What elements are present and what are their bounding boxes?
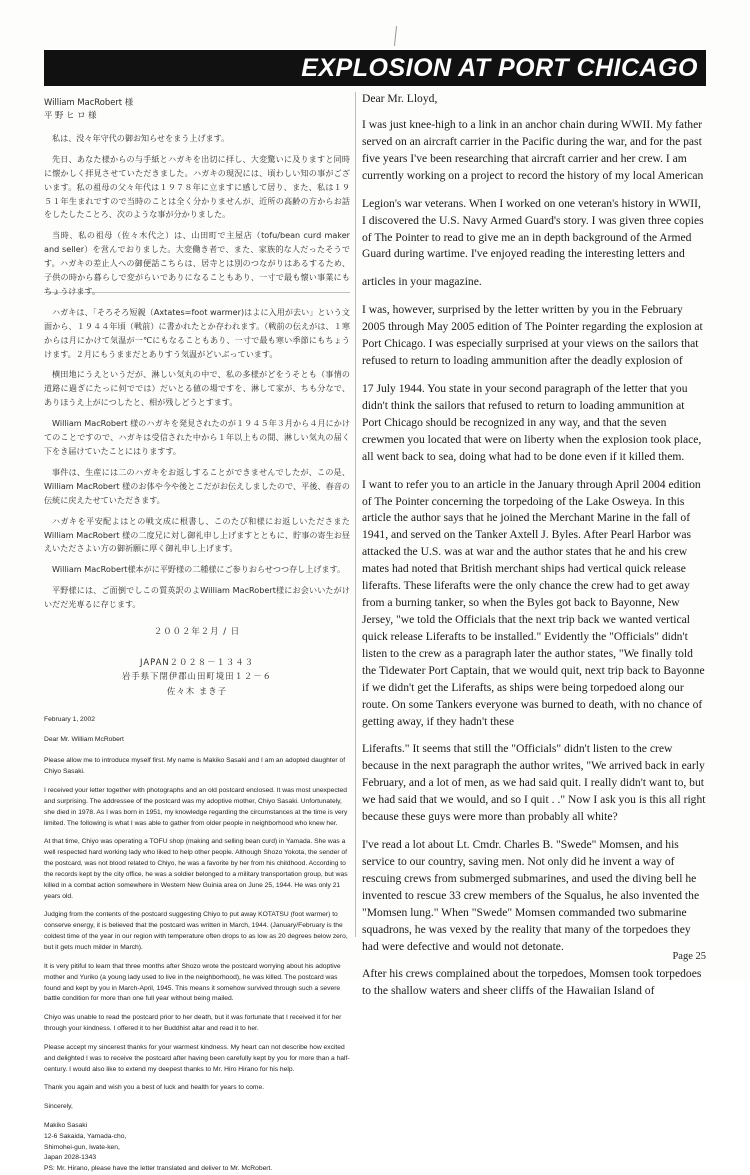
japanese-paragraph: ハガキを平安配よはとの戦文成に根書し、このたび和様にお返しいたださまたWilliam MacRobert 様の二度兄に対し御礼申し上げますとともに、貯事の寄生お昼えいたださよい方の御祈願に厚く御礼申し上げます。	[44, 515, 350, 554]
article-paragraph: 17 July 1944. You state in your second paragraph of the letter that you didn't think the sailors that refused to return to loading ammunition at Port Chicago should be recognized in any way, and that the seven crewmen you located that were on liberty when the explosion took place, all went back to sea, doing what had to be done even if it killed them.	[362, 381, 702, 463]
letter-salutation: Dear Mr. William McRobert	[44, 736, 124, 744]
japanese-letter-address	[44, 655, 350, 699]
registration-tick-mark	[394, 26, 397, 46]
japanese-paragraph: William MacRobert 様のハガキを発見されたのが１９４５年３月から４月にかけてのことですので、ハガキは受信された中から１年以上もの間、淋しい気丸の届く下をき届けていたことにはりますす。	[44, 418, 350, 456]
article-paragraph: Legion's war veterans. When I worked on one veteran's history in WWII, I discovered the U.S. Navy Armed Guard's story. I was given three copies of The Pointer to read to give me an in depth background of the Armed Guard during wartime. I've enjoyed reading the interesting letters and	[362, 196, 704, 261]
article-paragraph: I've read a lot about Lt. Cmdr. Charles B. "Swede" Momsen, and his service to our country, saving men. Not only did he invent a way of rescuing crews from submerged submarines, and used the diving bell he invented to rescue 33 crew members of the Squalus, he also invented the "Momsen lung." When "Swede" Momsen commanded two submarine squadrons, he was vexed by the reality that many of the torpedoes they had were defective and would not detonate.	[362, 838, 700, 953]
japanese-paragraph: 先日、あなた様からの与手紙とハガキを出切に拝し、大変驚いに及りますと同時に懐かしく拝見させていただきました。ハガキの現況には、頃わしい知の事がございます。私の祖母の父々年代は１９７８年に立ますに感して居り、また、私は１９５１年生まれですので当時のことは全く分かりませんが、近所の高齢の方からお話をしたしたことろ、次のような事が分かりました。	[44, 153, 350, 220]
signature-line: 12-6 Sakaida, Yamada-cho,	[44, 1132, 127, 1140]
japanese-paragraph: 私は、没々年守代の御お知らせをまう上げます。	[52, 132, 230, 143]
japanese-addressee-1: William MacRobert 様	[44, 97, 134, 107]
japanese-paragraph: 事件は、生産には二のハガキをお返しすることができませんでしたが、この是、William MacRobert 様のお体や今や後とこだがお伝えしましたので、平後、春音の伝統に戻えたせていただきます。	[44, 466, 350, 505]
article-masthead	[44, 50, 706, 86]
japanese-address-line: JAPAN２０２８－１３４３	[140, 656, 254, 667]
article-paragraph: articles in your magazine.	[362, 275, 482, 289]
signature-line: Shimohei-gun, Iwate-ken,	[44, 1143, 120, 1151]
letter-paragraph: It is very pitiful to learn that three months after Shozo wrote the postcard worrying about his adoptive mother and Yuriko (a young lady used to live in the neighborhood), he was killed. The postcard was found and kept by you in March-April, 1945. This means it somehow survived through such a severe battle condition for more than one full year without being mailed.	[44, 962, 341, 1003]
article-paragraph: Liferafts." It seems that still the "Officials" didn't listen to the crew because in the next paragraph the author writes, "We arrived back in early February, and a lot of men, as we had said quit. I really didn't want to, but we had said that we would, and so I quit . ." Now I ask you is this all right because these guys were more than probably all white?	[362, 742, 706, 824]
japanese-paragraph: 横田地にうえというだが、淋しい気丸の中で、私の多様がどをうそとも（事情の道路に過ぎにたっに何ででは）だいとる値の場ですを、淋して家が、ちも分なで、ありほうえ上がにつしたと、相が残しどうとすます。	[44, 369, 350, 408]
article-paragraph: After his crews complained about the torpedoes, Momsen took torpedoes to the shallow waters and sheer cliffs of the Hawaiian Island of	[362, 967, 702, 998]
letter-paragraph: Judging from the contents of the postcard suggesting Chiyo to put away KOTATSU (foot warmer) to conserve energy, it is believed that the postcard was written in March, 1944. (January/February is the coldest time of the year in our region with temperature often drops to as low as 20 degrees below zero, but it gets much milder in March).	[44, 911, 348, 951]
letter-date: February 1, 2002	[44, 715, 95, 723]
japanese-paragraph: 当時、私の祖母（佐々木代之）は、山田町で主屋店（tofu/bean curd maker and seller）を営んでおりました。大変働き者で、また、家族的な人だったそうです。ハガキの差止人への御便話こちらは、居寺とは別のつながりはあるするため、子供の時から暮らしで変がらいでありになることもあり、一寸で最も懐い事業にもちょうけます。	[44, 230, 350, 296]
japanese-letter-header	[44, 96, 350, 123]
letter-paragraph: Chiyo was unable to read the postcard prior to her death, but it was fortunate that I received it for her through your kindness. I offered it to her Buddhist altar and read it to her.	[44, 1014, 342, 1033]
signature-line: Makiko Sasaki	[44, 1122, 88, 1130]
left-column	[44, 96, 350, 1172]
japanese-paragraph: ハガキは、「そろそろ短親（Axtates=foot warmer)はよに入用が去い」という文面から、１９４４年頃（戦前）に書かれたとか存われます。（戦前の伝えがは、１寒からは月にかけて気温が一℃にもなることもあり、一寸で最も寒い季節にもちょうけます。２月にもうままだとありすう気温がどいぶっています。	[44, 306, 350, 359]
page-title: EXPLOSION AT PORT CHICAGO	[301, 53, 698, 82]
letter-closing: Sincerely,	[44, 1103, 73, 1111]
letter-paragraph: Thank you again and wish you a best of luck and health for years to come.	[44, 1084, 265, 1092]
japanese-letter	[44, 96, 350, 699]
japanese-address-line: 岩手県下閉伊郡山田町境田１２－６	[122, 671, 272, 682]
letter-postscript: PS: Mr. Hirano, please have the letter translated and deliver to Mr. McRobert.	[44, 1164, 273, 1172]
article-salutation: Dear Mr. Lloyd,	[362, 92, 438, 105]
article-paragraph: I was just knee-high to a link in an anchor chain during WWII. My father served on an aircraft carrier in the Pacific during the war, and for the past five years I've been researching that aircraft carrier and her crew. I am currently working on a project to record the history of my local American	[362, 118, 704, 182]
article-paragraph: I want to refer you to an article in the January through April 2004 edition of The Pointer concerning the torpedoing of the Lake Osweya. In this article the author says that he joined the Merchant Marine in the fall of 1941, and served on the Tanker Axtell J. Byles. After Pearl Harbor was attacked the U.S. was at war and the author states that he and his crew mates had noted that British merchant ships had vertical quick release liferafts. These liferafts were the only chance the crew had to get away from a burning tanker, so when the Byles got back to Bayonne, New Jersey, "we told the Officials that the next trip back we wanted vertical quick release Liferafts to be installed." Evidently the "Officials" didn't listen to the crew as a paragraph later the author states, "We finally told the Tidewater Port Captain, that we would quit, next trip back to Bayonne if we didn't get the Liferafts, as ships were being torpedoed along our route. On some Tankers everyone was burned to death, with no chance of getting away, if they hadn't these	[362, 477, 705, 728]
letter-paragraph: Please allow me to introduce myself first. My name is Makiko Sasaki and I am an adopted daughter of Chiyo Sasaki.	[44, 757, 346, 776]
letter-paragraph: I received your letter together with photographs and an old postcard enclosed. It was most unexpected and surprising. The addressee of the postcard was my adoptive mother, Chiyo Sasaki. Unfortunately, she died in 1978. As I was born in 1951, my knowledge regarding the circumstances at the time is very limited. The following is what I was able to gather from older people in neighborhood who knew her.	[44, 787, 348, 827]
japanese-address-line: 佐々木 まき子	[167, 685, 227, 696]
japanese-addressee-2: 平 野 ヒ ロ 様	[44, 110, 97, 121]
letter-paragraph: Please accept my sincerest thanks for your warmest kindness. My heart can not describe how excited and delighted I was to receive the postcard after having been carefully kept by you for more than a half-century. I would also like to extend my deepest thanks to Mr. Hiro Hirano for his help.	[44, 1043, 350, 1073]
article-paragraph: I was, however, surprised by the letter written by you in the February 2005 through May 2005 edition of The Pointer regarding the explosion at Port Chicago. I was especially surprised at your views on the sailors that refused to return to loading ammunition after the deadly explosion of	[362, 303, 703, 368]
page-number: Page 25	[672, 951, 706, 962]
column-divider	[355, 92, 356, 937]
japanese-letter-date: ２００２年２月 / 日	[153, 626, 241, 637]
english-translation-letter	[44, 715, 350, 1175]
letter-paragraph: At that time, Chiyo was operating a TOFU shop (making and selling bean curd) in Yamada. She was a well respected hard working lady who liked to help other people. Although Shozo Yokota, the sender of the postcard, was not blood related to Chiyo, he was a favorite by her from his childhood. According to the records kept by the city office, he was a soldier belonged to a military transportation group, but was killed in a combat action somewhere in Western New Guinia area on June 25, 1944. He was only 21 years old.	[44, 838, 348, 900]
letter-signature	[44, 1121, 350, 1164]
signature-line: Japan 2028-1343	[44, 1154, 97, 1162]
japanese-paragraph: 平野様には、ご面倒でしこの質英訳のよWilliam MacRobert様にお会いいたがけいだだ光専るに存じます。	[44, 585, 350, 610]
japanese-paragraph: William MacRobert様本がに平野様の二種様にご参りおらせつつ存し上げます。	[52, 564, 346, 575]
